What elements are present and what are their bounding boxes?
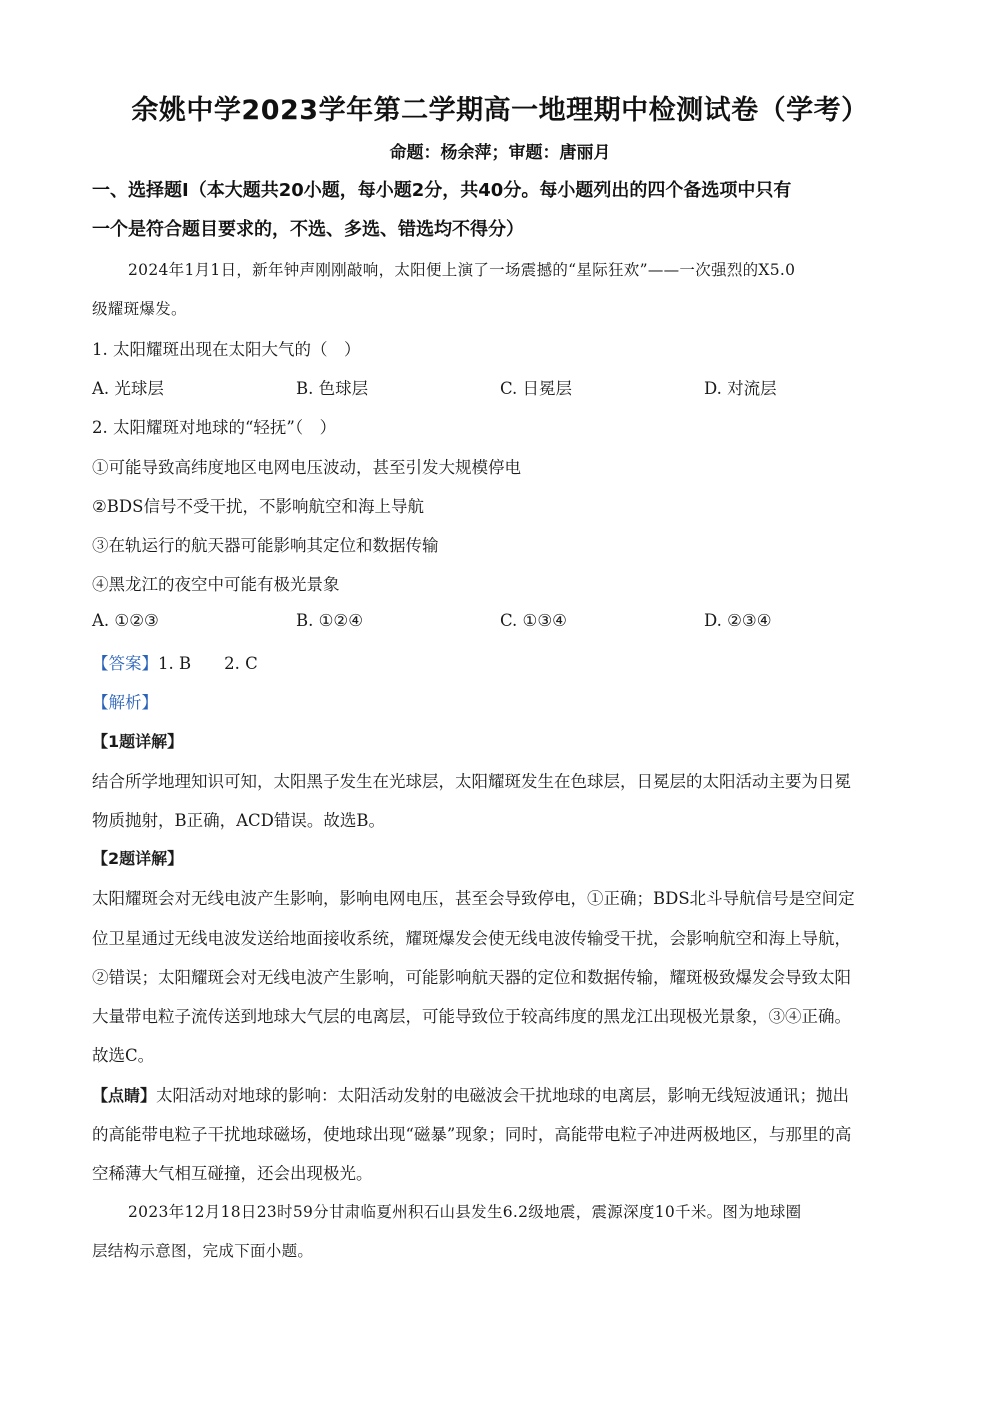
q2-statement-3: ③在轨运行的航天器可能影响其定位和数据传输: [92, 536, 439, 555]
tip-line-2: 的高能带电粒子干扰地球磁场，使地球出现“磁暴”现象；同时，高能带电粒子冲进两极地区，与那里的高: [92, 1125, 852, 1144]
section-heading-line-1: 一、选择题Ⅰ（本大题共20小题，每小题2分，共40分。每小题列出的四个备选项中只有: [92, 180, 792, 201]
q2-option-b: B. ①②④: [296, 611, 363, 630]
q2-option-c: C. ①③④: [500, 611, 567, 630]
answer-text: 1. B 2. C: [158, 654, 258, 673]
tip-text-1: 太阳活动对地球的影响：太阳活动发射的电磁波会干扰地球的电离层，影响无线短波通讯；抛出: [156, 1086, 850, 1105]
intro2-line-2: 层结构示意图，完成下面小题。: [92, 1242, 314, 1260]
answer-line: [92, 650, 258, 674]
detail2-label: 【2题详解】: [92, 849, 184, 868]
answer-label: 【答案】: [92, 654, 158, 673]
q2-option-a: A. ①②③: [92, 611, 159, 630]
detail2-line-2: 位卫星通过无线电波发送给地面接收系统，耀斑爆发会使无线电波传输受干扰，会影响航空和海上导航，: [92, 929, 851, 948]
detail1-label: 【1题详解】: [92, 732, 184, 751]
intro1-line-1: 2024年1月1日，新年钟声刚刚敲响，太阳便上演了一场震撼的“星际狂欢”——一次强烈的X5.0: [128, 261, 796, 279]
q2-statement-2: ②BDS信号不受干扰，不影响航空和海上导航: [92, 497, 424, 516]
detail2-line-5: 故选C。: [92, 1046, 155, 1065]
detail1-line-1: 结合所学地理知识可知，太阳黑子发生在光球层，太阳耀斑发生在色球层，日冕层的太阳活动主要为日冕: [92, 772, 851, 791]
q1-stem: 1. 太阳耀斑出现在太阳大气的（ ）: [92, 340, 361, 359]
analysis-label: 【解析】: [92, 693, 158, 712]
intro1-line-2: 级耀斑爆发。: [92, 300, 187, 318]
tip-line-1: [92, 1082, 849, 1106]
q1-option-c: C. 日冕层: [500, 379, 573, 398]
q2-statement-4: ④黑龙江的夜空中可能有极光景象: [92, 575, 340, 594]
page-title: 余姚中学2023学年第二学期高一地理期中检测试卷（学考）: [131, 95, 869, 126]
detail2-line-3: ②错误；太阳耀斑会对无线电波产生影响，可能影响航天器的定位和数据传输，耀斑极致爆发会导致太阳: [92, 968, 851, 987]
tip-line-3: 空稀薄大气相互碰撞，还会出现极光。: [92, 1164, 373, 1183]
tip-label: 【点睛】: [92, 1086, 157, 1105]
detail1-line-2: 物质抛射，B正确，ACD错误。故选B。: [92, 811, 386, 830]
detail2-line-4: 大量带电粒子流传送到地球大气层的电离层，可能导致位于较高纬度的黑龙江出现极光景象，③④正确。: [92, 1007, 851, 1026]
q2-stem: 2. 太阳耀斑对地球的“轻抚”（ ）: [92, 418, 337, 437]
q1-option-a: A. 光球层: [92, 379, 164, 398]
detail2-line-1: 太阳耀斑会对无线电波产生影响，影响电网电压，甚至会导致停电，①正确；BDS北斗导航信号是空间定: [92, 889, 855, 908]
q1-option-d: D. 对流层: [704, 379, 777, 398]
q2-statement-1: ①可能导致高纬度地区电网电压波动，甚至引发大规模停电: [92, 458, 521, 477]
intro2-line-1: 2023年12月18日23时59分甘肃临夏州积石山县发生6.2级地震，震源深度10千米。图为地球圈: [128, 1203, 802, 1221]
q2-option-d: D. ②③④: [704, 611, 772, 630]
q1-option-b: B. 色球层: [296, 379, 369, 398]
authors-line: 命题：杨余萍；审题：唐丽月: [389, 143, 611, 163]
section-heading-line-2: 一个是符合题目要求的，不选、多选、错选均不得分）: [92, 219, 524, 240]
